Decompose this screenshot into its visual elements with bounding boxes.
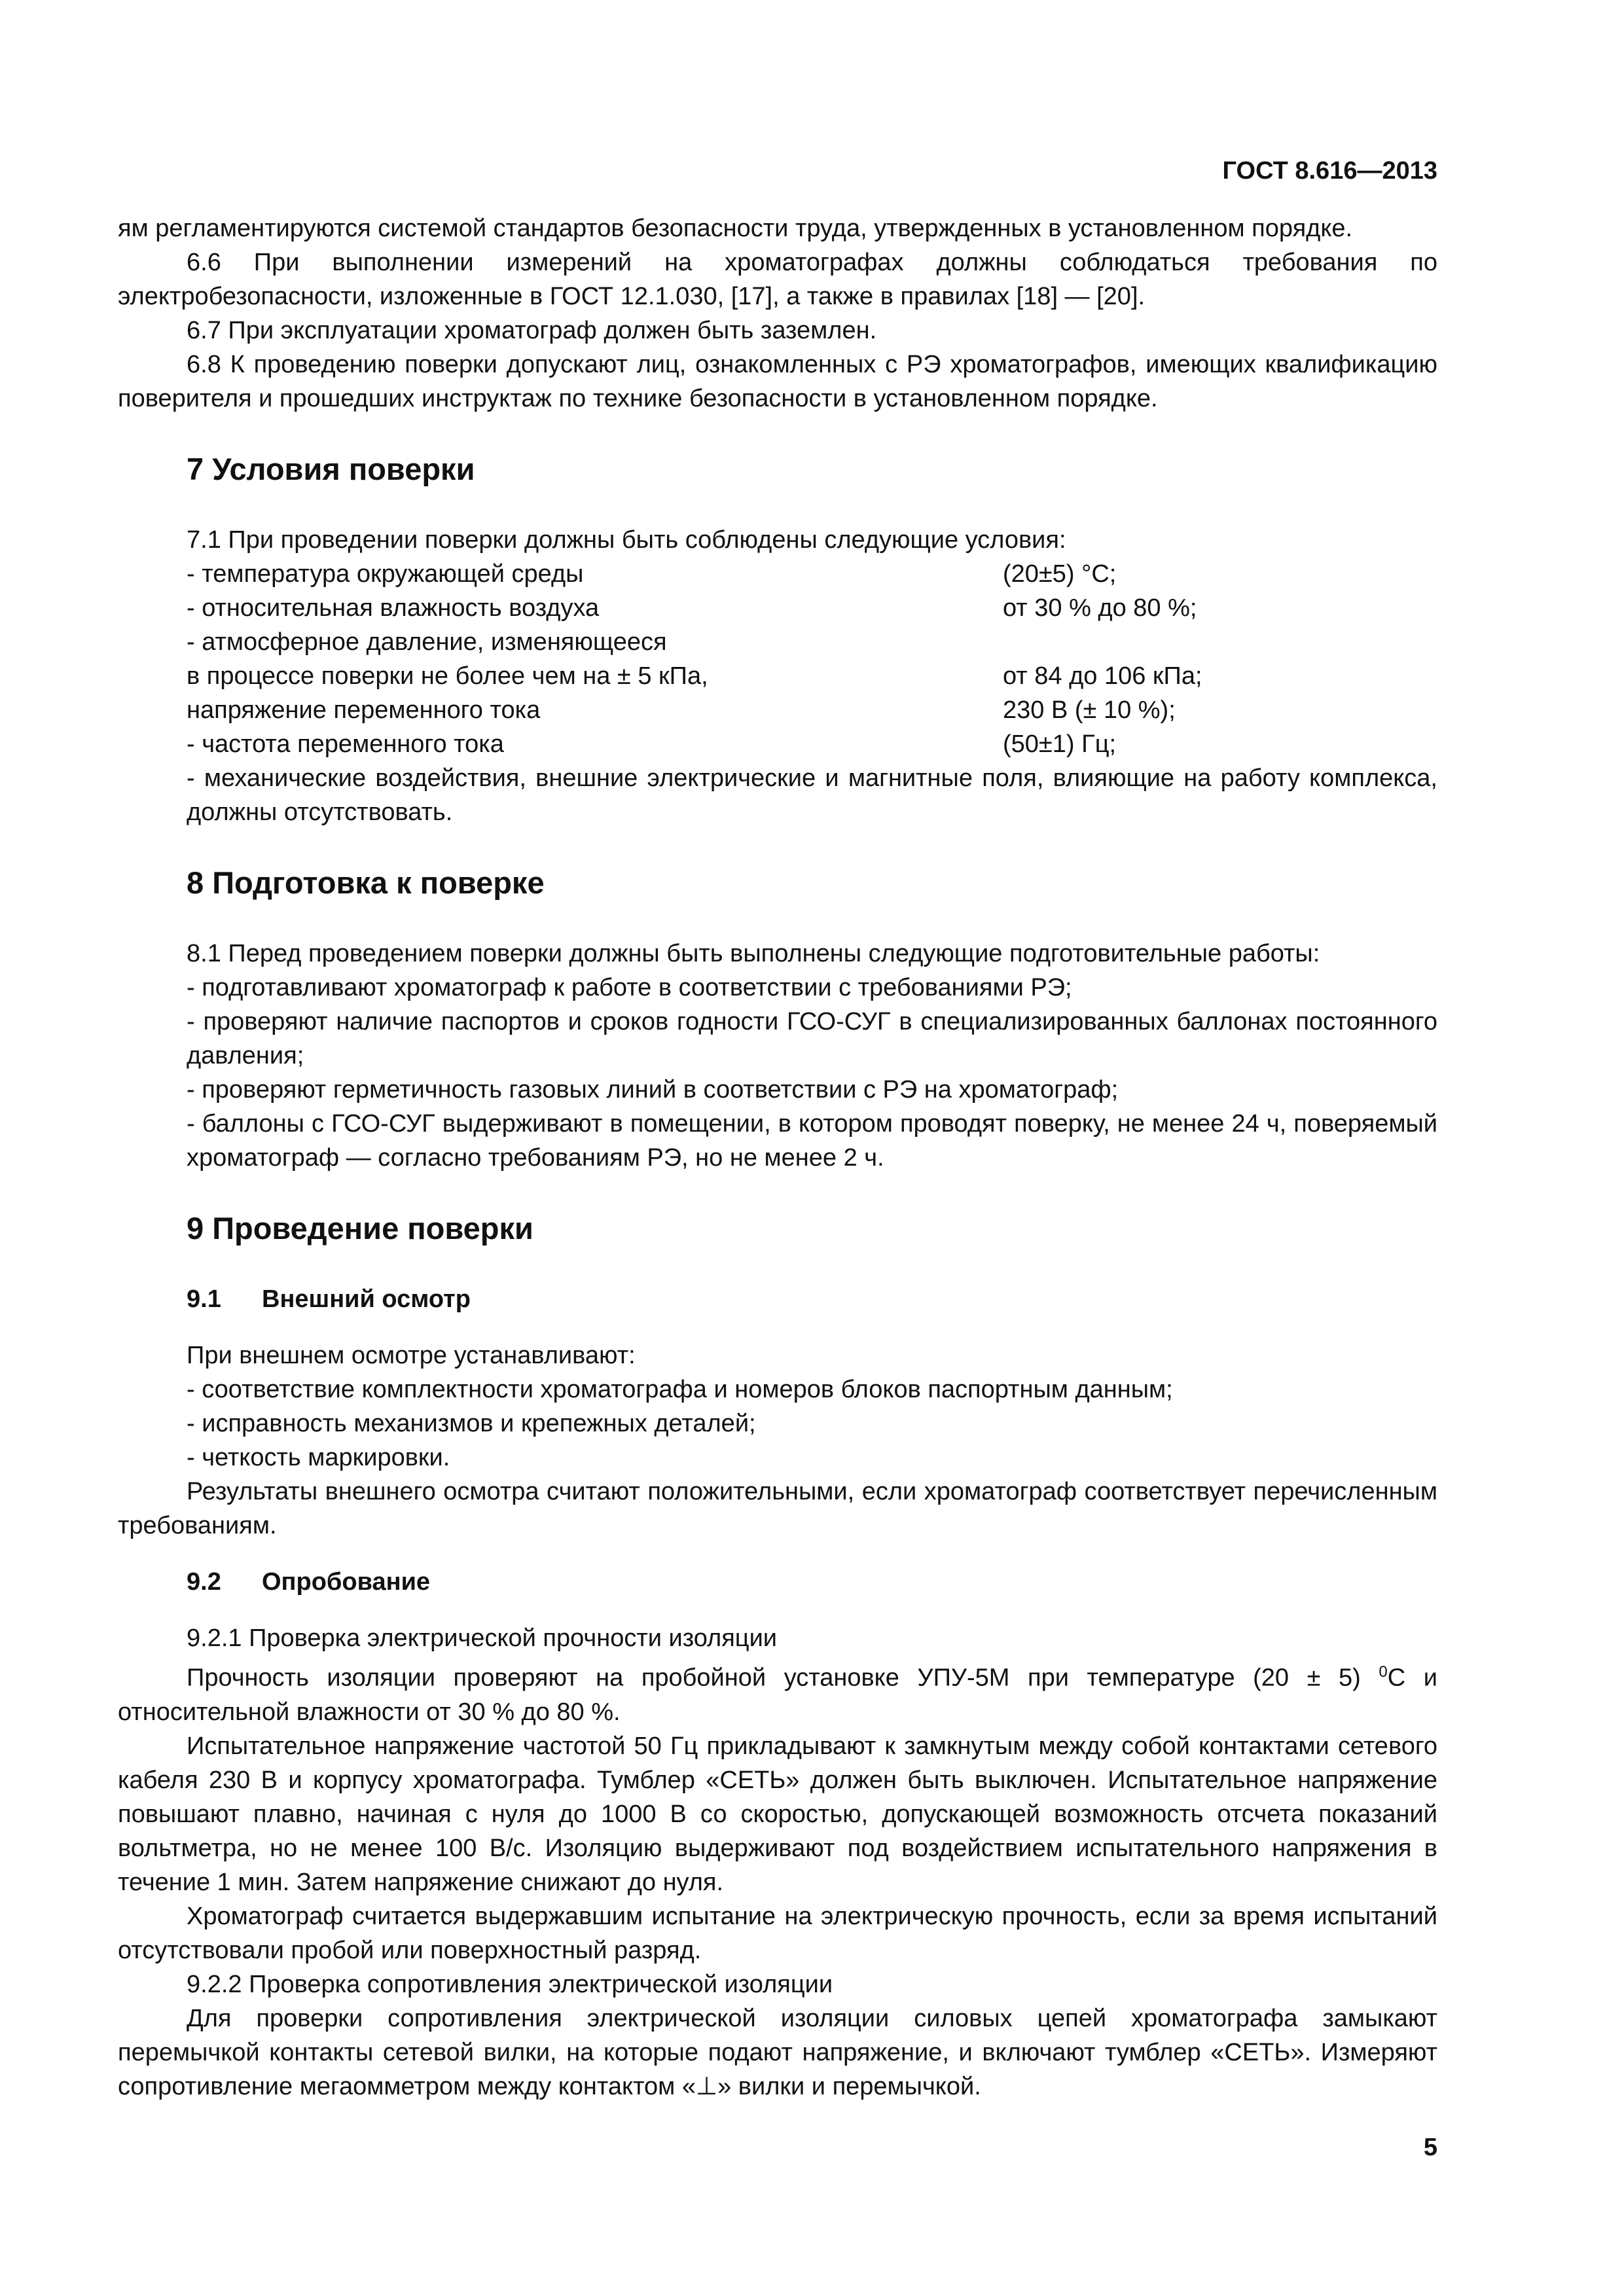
- condition-value: от 30 % до 80 %;: [1003, 594, 1197, 622]
- page-number: 5: [1423, 2134, 1437, 2161]
- paragraph-resistance-check: Для проверки сопротивления электрической изоляции силовых цепей хроматографа замыкают перемычкой контакты сетевой вилки, на которые подают напряжение, и включают тумблер «СЕТЬ». Измеряют сопротивление мегаомметром между контактом «⊥» вилки и перемычкой.: [118, 2004, 1437, 2100]
- paragraph-9-1-lead: При внешнем осмотре устанавливают:: [187, 1342, 636, 1369]
- condition-row: [118, 591, 1437, 625]
- paragraph-7-1: 7.1 При проведении поверки должны быть соблюдены следующие условия:: [187, 526, 1066, 554]
- condition-value: от 84 до 106 кПа;: [1003, 662, 1202, 690]
- condition-row: [118, 727, 1437, 761]
- condition-row: [118, 557, 1437, 591]
- paragraph-intro: ям регламентируются системой стандартов безопасности труда, утвержденных в установленном порядке.: [118, 215, 1353, 242]
- condition-label: в процессе поверки не более чем на ± 5 кПа,: [187, 662, 708, 690]
- condition-label: - температура окружающей среды: [187, 560, 584, 588]
- paragraph-6-7: 6.7 При эксплуатации хроматограф должен быть заземлен.: [187, 317, 877, 344]
- condition-value: [1003, 625, 1437, 659]
- subsection-name: Внешний осмотр: [262, 1285, 471, 1313]
- list-item: - проверяют наличие паспортов и сроков годности ГСО-СУГ в специализированных баллонах постоянного давления;: [187, 1008, 1437, 1069]
- paragraph-9-2-1: 9.2.1 Проверка электрической прочности изоляции: [187, 1624, 778, 1652]
- condition-row: [118, 693, 1437, 727]
- paragraph-9-1-result: Результаты внешнего осмотра считают положительными, если хроматограф соответствует перечисленным требованиям.: [118, 1478, 1437, 1539]
- list-item: - баллоны с ГСО-СУГ выдерживают в помещении, в котором проводят поверку, не менее 24 ч, поверяемый хроматограф — согласно требованиям РЭ, но не менее 2 ч.: [187, 1110, 1437, 1172]
- list-item: - подготавливают хроматограф к работе в соответствии с требованиями РЭ;: [187, 974, 1072, 1001]
- condition-value: (20±5) °С;: [1003, 560, 1117, 588]
- subsection-name: Опробование: [262, 1568, 431, 1596]
- document-header: ГОСТ 8.616—2013: [1222, 157, 1437, 185]
- document-page: [118, 157, 1437, 2104]
- paragraph-test-result: Хроматограф считается выдержавшим испытание на электрическую прочность, если за время испытаний отсутствовали пробой или поверхностный разряд.: [118, 1902, 1437, 1964]
- text-run: Прочность изоляции проверяют на пробойной установке УПУ-5М при температуре (20 ± 5): [187, 1664, 1379, 1692]
- condition-label: - относительная влажность воздуха: [187, 594, 600, 622]
- superscript: 0: [1379, 1663, 1388, 1681]
- condition-row: [118, 659, 1437, 693]
- condition-label: - атмосферное давление, изменяющееся: [187, 628, 667, 656]
- paragraph-9-2-2: 9.2.2 Проверка сопротивления электрической изоляции: [187, 1970, 833, 1998]
- list-item: - четкость маркировки.: [187, 1444, 450, 1471]
- paragraph-test-voltage: Испытательное напряжение частотой 50 Гц прикладывают к замкнутым между собой контактами сетевого кабеля 230 В и корпусу хроматографа. Тумблер «СЕТЬ» должен быть выключен. Испытательное напряжение повышают плавно, начиная с нуля до 1000 В со скоростью, допускающей возможность отсчета показаний вольтметра, но не менее 100 В/с. Изоляцию выдерживают под воздействием испытательного напряжения в течение 1 мин. Затем напряжение снижают до нуля.: [118, 1732, 1437, 1896]
- list-item: - проверяют герметичность газовых линий в соответствии с РЭ на хроматограф;: [187, 1076, 1119, 1103]
- list-item: - исправность механизмов и крепежных деталей;: [187, 1410, 756, 1437]
- conditions-list: [118, 557, 1437, 761]
- paragraph-6-6: 6.6 При выполнении измерений на хроматографах должны соблюдаться требования по электробезопасности, изложенные в ГОСТ 12.1.030, [17], а также в правилах [18] — [20].: [118, 249, 1437, 310]
- section-9-title: 9 Проведение поверки: [187, 1211, 533, 1246]
- section-8-title: 8 Подготовка к поверке: [187, 865, 545, 900]
- subsection-9-2-title: [187, 1565, 1437, 1599]
- text-run: С и относительной влажности от 30 % до 80 %.: [118, 1664, 1437, 1726]
- condition-label: - частота переменного тока: [187, 730, 504, 758]
- section-7-title: 7 Условия поверки: [187, 452, 475, 486]
- condition-row: [118, 625, 1437, 659]
- subsection-9-1-title: [187, 1282, 1437, 1316]
- list-item: - соответствие комплектности хроматографа и номеров блоков паспортным данным;: [187, 1376, 1173, 1403]
- paragraph-6-8: 6.8 К проведению поверки допускают лиц, ознакомленных с РЭ хроматографов, имеющих квалификацию поверителя и прошедших инструктаж по технике безопасности в установленном порядке.: [118, 351, 1437, 412]
- condition-label: напряжение переменного тока: [187, 696, 541, 724]
- paragraph-insulation-strength: [118, 1655, 1437, 1729]
- condition-value: (50±1) Гц;: [1003, 730, 1117, 758]
- paragraph-8-1: 8.1 Перед проведением поверки должны быть выполнены следующие подготовительные работы:: [187, 940, 1320, 967]
- paragraph-7-tail: - механические воздействия, внешние электрические и магнитные поля, влияющие на работу комплекса, должны отсутствовать.: [187, 764, 1437, 826]
- subsection-number: 9.1: [187, 1285, 221, 1313]
- subsection-number: 9.2: [187, 1568, 221, 1596]
- condition-value: 230 В (± 10 %);: [1003, 696, 1176, 724]
